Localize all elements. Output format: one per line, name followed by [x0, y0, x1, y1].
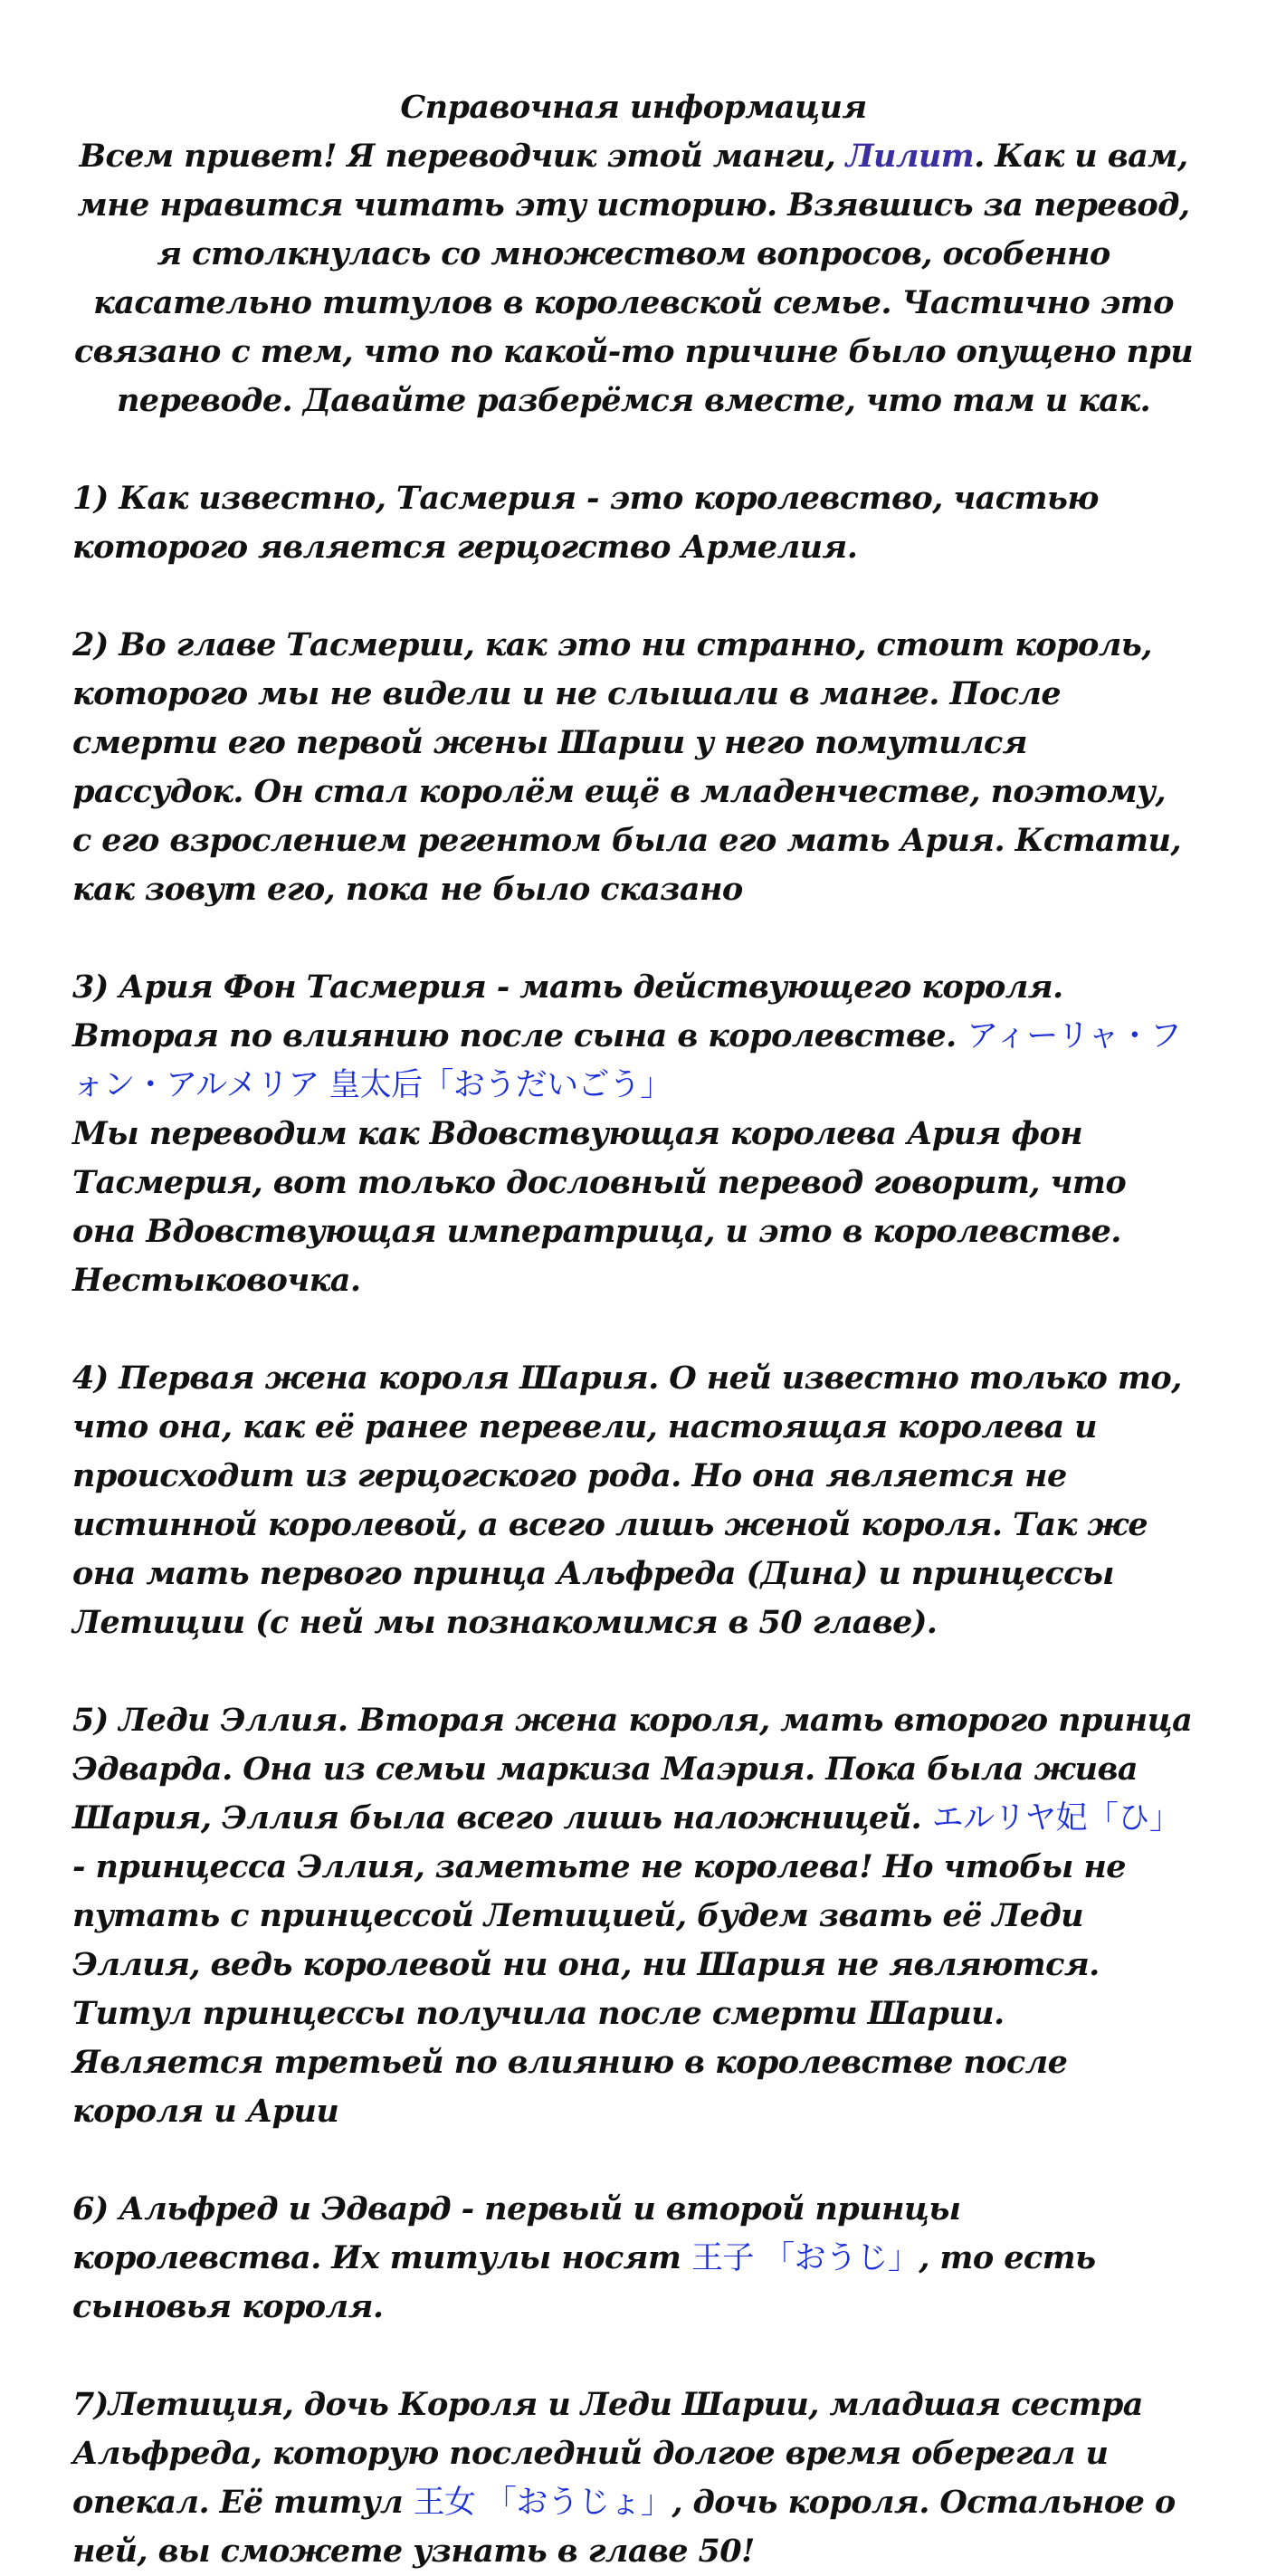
intro-text-start: Всем привет! Я переводчик этой манги, [79, 138, 846, 175]
japanese-term-princess-title: 王女 「おうじょ」 [413, 2485, 672, 2521]
japanese-term-ellia-title: エルリヤ妃「ひ」 [931, 1800, 1181, 1837]
paragraph-7-start: 7)Летиция, дочь Короля и Леди Шарии, младшая сестра Альфреда, которую последний долгое время оберегал и опекал. Её титул [72, 2386, 1143, 2521]
paragraph-5-start: 5) Леди Эллия. Вторая жена короля, мать второго принца Эдварда. Она из семьи маркиза Маэрия. Пока была жива Шария, Эллия была всего лишь наложницей. [72, 1702, 1193, 1837]
paragraph-3 [72, 963, 1195, 1305]
intro-text-end: . Как и вам, мне нравится читать эту историю. Взявшись за перевод, я столкнулась со множеством вопросов, особенно касательно титулов в королевской семье. Частично это связано с тем, что по какой-то причине было опущено при переводе. Давайте разберёмся вместе, что там и как. [73, 138, 1194, 419]
paragraph-7 [72, 2380, 1195, 2576]
paragraph-7-end: , дочь короля. Остальное о ней, вы сможете узнать в главе 50! [72, 2484, 1176, 2570]
paragraph-6-start: 6) Альфред и Эдвард - первый и второй принцы королевства. Их титулы носят [72, 2190, 961, 2276]
paragraph-6-end: , то есть сыновья короля. [72, 2239, 1096, 2325]
page-title: Справочная информация [400, 89, 867, 126]
reference-document [72, 83, 1195, 2576]
paragraph-5 [72, 1696, 1195, 2136]
japanese-term-prince-title: 王子 「おうじ」 [691, 2240, 919, 2276]
paragraph-5-end: - принцесса Эллия, заметьте не королева! Но чтобы не путать с принцессой Летицией, будем звать её Леди Эллия, ведь королевой ни она, ни Шария не являются. Титул принцессы получила после смерти Шарии. Является третьей по влиянию в королевстве после короля и Арии [72, 1848, 1126, 2130]
translator-name: Лилит [845, 138, 975, 175]
paragraph-1: 1) Как известно, Тасмерия - это королевство, частью которого является герцогство Армелия. [72, 480, 1099, 566]
japanese-term-aria-title: アィーリャ・フォン・アルメリア 皇太后「おうだいごう」 [72, 1018, 1182, 1103]
paragraph-3-start: 3) Ария Фон Тасмерия - мать действующего короля. Вторая по влиянию после сына в королевстве. [72, 968, 1063, 1054]
intro-section [72, 83, 1195, 425]
paragraph-2: 2) Во главе Тасмерии, как это ни странно, стоит король, которого мы не видели и не слышали в манге. После смерти его первой жены Шарии у него помутился рассудок. Он стал королём ещё в младенчестве, поэтому, с его взрослением регентом была его мать Ария. Кстати, как зовут его, пока не было сказано [72, 626, 1181, 908]
paragraph-3-end: Мы переводим как Вдовствующая королева Ария фон Тасмерия, вот только дословный перевод говорит, что она Вдовствующая императрица, и это в королевстве. Нестыковочка. [72, 1115, 1127, 1299]
paragraph-6 [72, 2185, 1195, 2332]
paragraph-4: 4) Первая жена короля Шария. О ней известно только то, что она, как её ранее перевели, настоящая королева и происходит из герцогского рода. Но она является не истинной королевой, а всего лишь женой короля. Так же она мать первого принца Альфреда (Дина) и принцессы Летиции (с ней мы познакомимся в 50 главе). [72, 1360, 1182, 1641]
